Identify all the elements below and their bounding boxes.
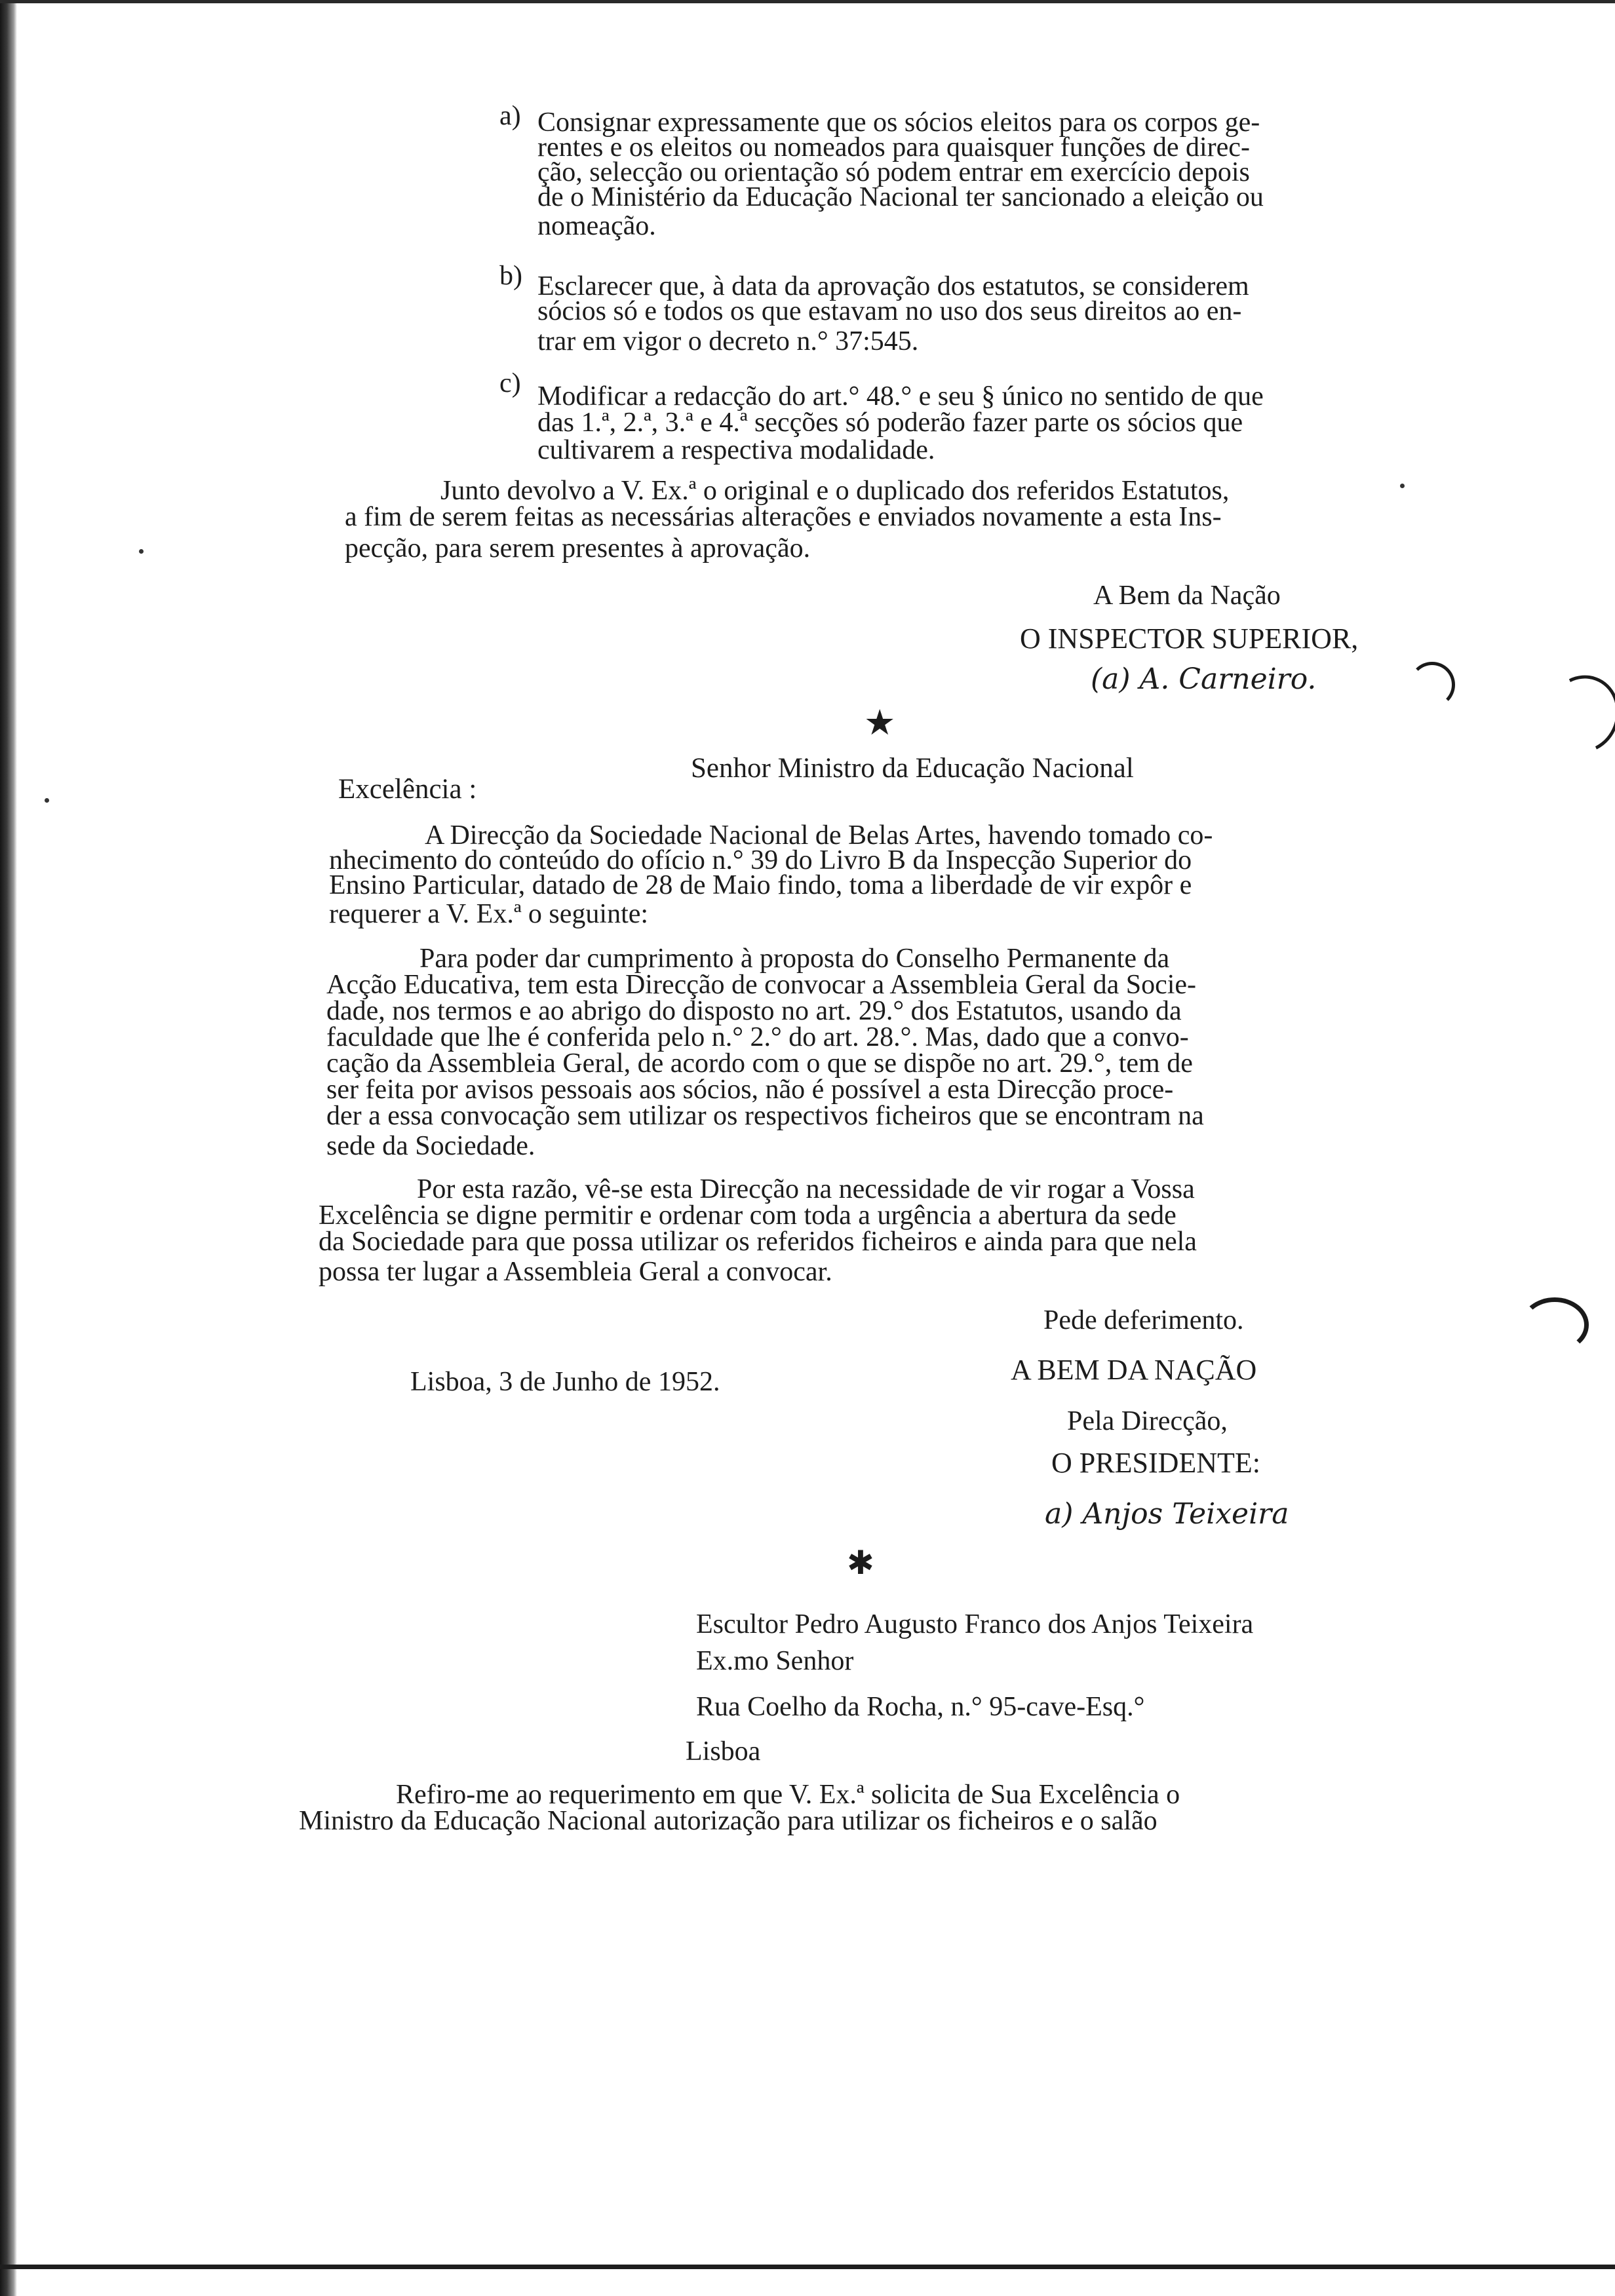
first-title: O INSPECTOR SUPERIOR, [1020,622,1359,655]
item-a-line-2: rentes e os eleitos ou nomeados para quaisquer funções de direc- [537,132,1250,163]
item-b-line-1: Esclarecer que, à data da aprovação dos estatutos, se considerem [537,271,1249,301]
item-c-line-1: Modificar a redacção do art.° 48.° e seu § único no sentido de que [537,381,1264,411]
letter2-p2-line-5: cação da Assembleia Geral, de acordo com o que se dispõe no art. 29.°, tem de [326,1048,1193,1079]
letter2-p2-line-7: der a essa convocação sem utilizar os respectivos ficheiros que se encontram na [326,1101,1204,1131]
item-b-label: b) [499,261,522,291]
letter2-p3-line-1: Por esta razão, vê-se esta Direcção na necessidade de vir rogar a Vossa [417,1174,1195,1204]
separator-star-1: ★ [864,702,896,743]
scan-speck [139,549,144,554]
item-c-line-2: das 1.ª, 2.ª, 3.ª e 4.ª secções só poderão fazer parte os sócios que [537,408,1243,438]
letter3-address-line-3: Rua Coelho da Rocha, n.° 95-cave-Esq.° [696,1692,1145,1722]
closing-line-3: pecção, para serem presentes à aprovação. [345,533,811,564]
letter2-p1-line-3: Ensino Particular, datado de 28 de Maio findo, toma a liberdade de vir expôr e [329,870,1192,900]
scan-mark-ring-1 [1536,665,1615,763]
letter2-p2-line-8: sede da Sociedade. [326,1131,535,1161]
scan-mark-ring-2 [1521,1297,1589,1352]
letter2-p2-line-2: Acção Educativa, tem esta Direcção de convocar a Assembleia Geral da Socie- [326,970,1197,1000]
letter3-address-line-1: Escultor Pedro Augusto Franco dos Anjos Teixeira [696,1609,1254,1639]
first-greeting: A Bem da Nação [1093,581,1281,611]
item-a-label: a) [499,101,521,131]
letter2-title: O PRESIDENTE: [1051,1447,1260,1479]
item-a-line-5: nomeação. [537,211,656,241]
letter2-p1-line-2: nhecimento do conteúdo do ofício n.° 39 do Livro B da Inspecção Superior do [329,845,1192,875]
letter2-salutation: Excelência : [338,774,477,805]
first-signature: (a) A. Carneiro. [1091,662,1317,696]
item-b-line-3: trar em vigor o decreto n.° 37:545. [537,326,919,356]
item-a-line-1: Consignar expressamente que os sócios eleitos para os corpos ge- [537,107,1260,138]
letter3-body-line-2: Ministro da Educação Nacional autorização para utilizar os ficheiros e o salão [299,1806,1158,1836]
letter2-p3-line-2: Excelência se digne permitir e ordenar com toda a urgência a abertura da sede [319,1200,1177,1231]
item-c-label: c) [499,368,521,398]
closing-line-2: a fim de serem feitas as necessárias alterações e enviados novamente a esta Ins- [345,502,1222,532]
letter2-signature: a) Anjos Teixeira [1045,1497,1289,1531]
scan-top-edge [0,0,1615,3]
scan-bottom-edge [0,2265,1615,2269]
letter2-p3-line-3: da Sociedade para que possa utilizar os referidos ficheiros e ainda para que nela [319,1227,1197,1257]
letter2-request: Pede deferimento. [1043,1305,1244,1335]
scan-speck [45,798,49,803]
letter3-address-line-4: Lisboa [686,1736,761,1767]
scan-mark-ring-3 [1409,662,1455,708]
letter2-p2-line-4: faculdade que lhe é conferida pelo n.° 2.° do art. 28.°. Mas, dado que a convo- [326,1022,1189,1052]
letter2-by: Pela Direcção, [1067,1406,1228,1436]
item-a-line-4: de o Ministério da Educação Nacional ter sancionado a eleição ou [537,182,1264,212]
letter2-p2-line-3: dade, nos termos e ao abrigo do disposto no art. 29.° dos Estatutos, usando da [326,996,1182,1026]
closing-line-1: Junto devolvo a V. Ex.ª o original e o duplicado dos referidos Estatutos, [440,476,1230,506]
letter2-p1-line-1: A Direcção da Sociedade Nacional de Belas Artes, havendo tomado co- [425,820,1213,851]
letter2-p2-line-1: Para poder dar cumprimento à proposta do Conselho Permanente da [419,944,1170,974]
letter2-p1-line-4: requerer a V. Ex.ª o seguinte: [329,899,649,929]
letter2-p2-line-6: ser feita por avisos pessoais aos sócios, não é possível a esta Direcção proce- [326,1075,1174,1105]
letter3-address-line-2: Ex.mo Senhor [696,1646,854,1676]
letter3-body-line-1: Refiro-me ao requerimento em que V. Ex.ª solicita de Sua Excelência o [396,1780,1180,1810]
scan-left-edge [0,0,17,2296]
letter2-recipient: Senhor Ministro da Educação Nacional [691,753,1134,784]
scan-speck [1400,484,1405,488]
letter2-p3-line-4: possa ter lugar a Assembleia Geral a convocar. [319,1257,832,1287]
item-b-line-2: sócios só e todos os que estavam no uso dos seus direitos ao en- [537,296,1242,326]
item-a-line-3: ção, selecção ou orientação só podem entrar em exercício depois [537,157,1250,187]
separator-star-2: ✱ [847,1544,874,1582]
item-c-line-3: cultivarem a respectiva modalidade. [537,435,935,465]
letter2-greeting: A BEM DA NAÇÃO [1011,1354,1257,1386]
letter2-place-date: Lisboa, 3 de Junho de 1952. [410,1367,720,1397]
